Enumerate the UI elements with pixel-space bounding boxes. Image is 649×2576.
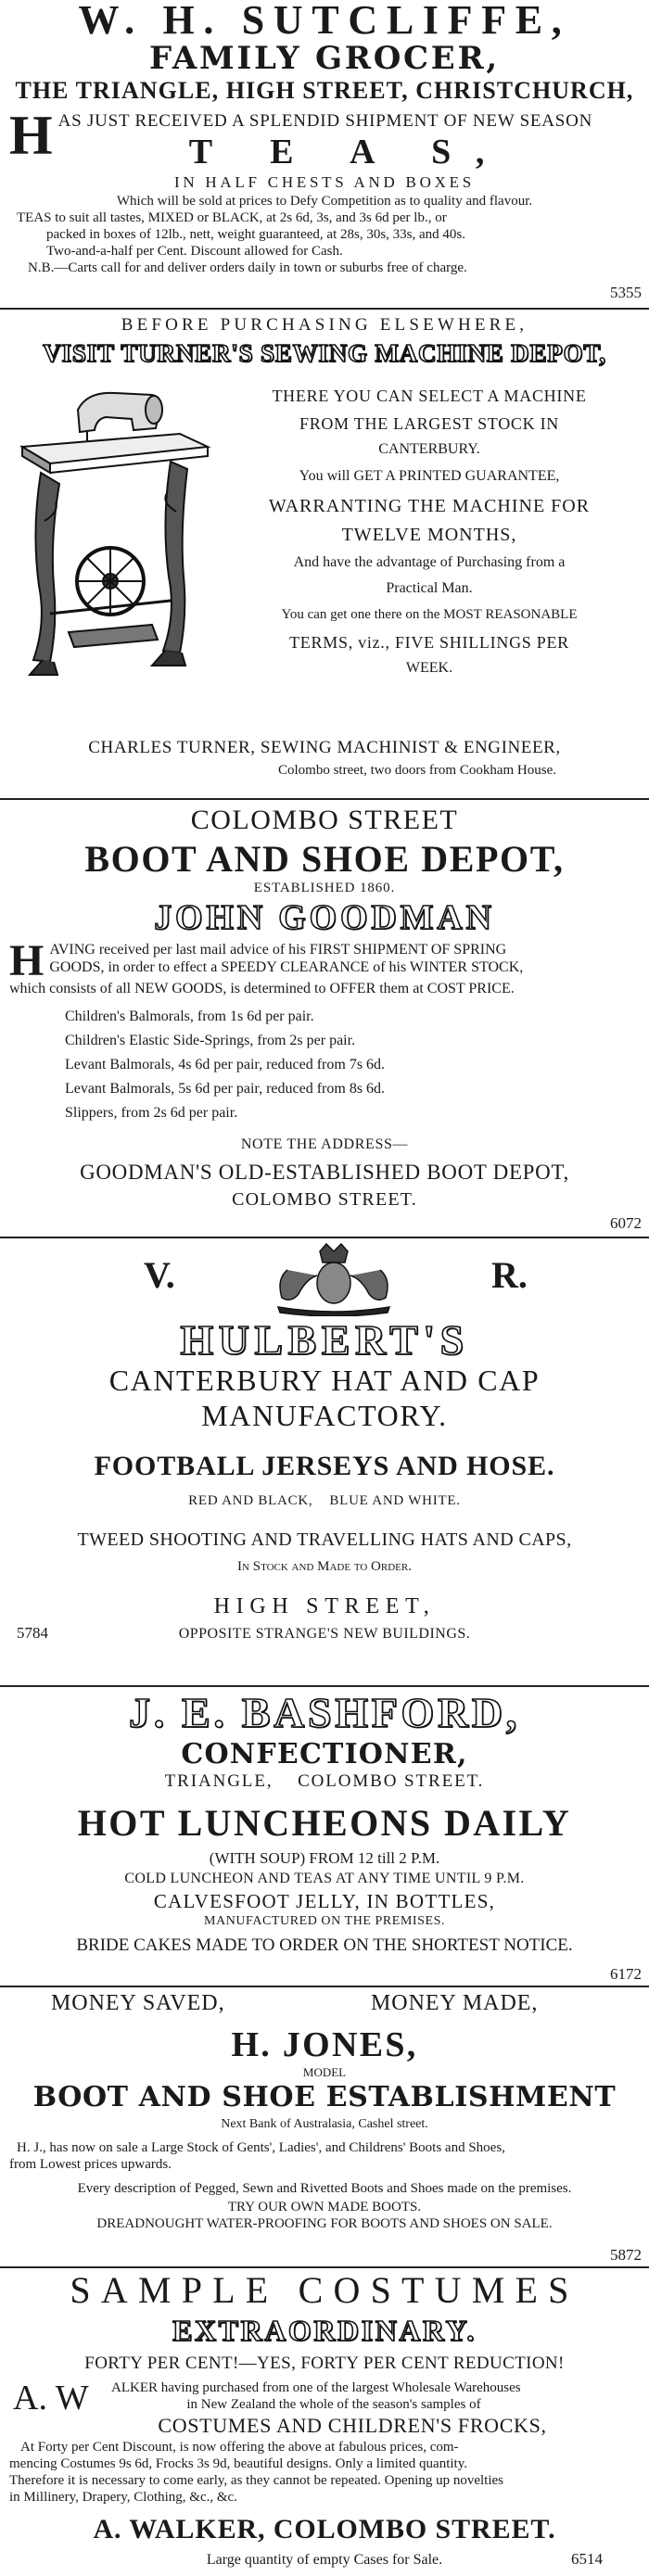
goodman-note: NOTE THE ADDRESS— <box>240 1136 409 1152</box>
goodman-established: ESTABLISHED 1860. <box>253 881 396 895</box>
walker-p3: COSTUMES AND CHILDREN'S FROCKS, <box>158 2414 547 2437</box>
bashford-ad <box>0 1687 649 1986</box>
walker-p6: Therefore it is necessary to come early, as they cannot be repeated. Opening up novelties <box>9 2473 503 2488</box>
hulbert-ad <box>0 1238 649 1685</box>
bashford-l3: CALVESFOOT JELLY, IN BOTTLES, <box>153 1890 496 1912</box>
crest-v: V. <box>144 1254 175 1296</box>
turner-l3: CANTERBURY. <box>378 441 480 457</box>
bashford-l4: MANUFACTURED ON THE PREMISES. <box>204 1914 445 1928</box>
turner-address: Colombo street, two doors from Cookham House. <box>278 763 556 778</box>
goodman-p3: which consists of all NEW GOODS, is determined to OFFER them at COST PRICE. <box>9 981 515 996</box>
jones-model: MODEL <box>302 2065 347 2079</box>
hulbert-l6: In Stock and Made to Order. <box>237 1559 412 1574</box>
goodman-item: Children's Elastic Side-Springs, from 2s per pair. <box>65 1033 356 1048</box>
goodman-owner: JOHN GOODMAN <box>154 898 495 937</box>
goodman-intro <box>9 936 640 997</box>
goodman-footer2: COLOMBO STREET. <box>232 1189 417 1210</box>
turner-body <box>215 382 643 680</box>
sutcliffe-line5: N.B.—Carts call for and deliver orders daily in town or suburbs free of charge. <box>28 260 467 275</box>
walker-cases: Large quantity of empty Cases for Sale. <box>206 2552 443 2568</box>
sutcliffe-trade: FAMILY GROCER, <box>149 40 500 77</box>
goodman-items <box>9 1005 640 1125</box>
jones-ad <box>0 1987 649 2266</box>
walker-ad <box>0 2268 649 2574</box>
hulbert-l3: FOOTBALL JERSEYS AND HOSE. <box>94 1451 555 1481</box>
royal-crest-icon <box>260 1242 408 1316</box>
goodman-footer: GOODMAN'S OLD-ESTABLISHED BOOT DEPOT, <box>80 1161 569 1184</box>
turner-l5: WARRANTING THE MACHINE FOR <box>268 496 591 516</box>
goodman-item: Levant Balmorals, 5s 6d per pair, reduced from 8s 6d. <box>65 1081 386 1097</box>
walker-ad-number: 6514 <box>571 2550 603 2568</box>
bashford-l5: BRIDE CAKES MADE TO ORDER ON THE SHORTEST NOTICE. <box>76 1935 573 1955</box>
walker-body <box>9 2379 640 2506</box>
hulbert-l1: CANTERBURY HAT AND CAP <box>108 1364 541 1397</box>
sutcliffe-line2: TEAS to suit all tastes, MIXED or BLACK, at 2s 6d, 3s, and 3s 6d per lb., or <box>17 210 447 225</box>
goodman-item: Slippers, from 2s 6d per pair. <box>65 1105 238 1121</box>
royal-crest-row <box>9 1238 640 1318</box>
hulbert-l4: RED AND BLACK, BLUE AND WHITE. <box>188 1493 461 1508</box>
walker-p4: At Forty per Cent Discount, is now offering the above at fabulous prices, com- <box>20 2440 459 2455</box>
sewing-machine-illustration <box>13 382 217 688</box>
sutcliffe-ad <box>0 0 649 308</box>
goodman-p1: AVING received per last mail advice of his FIRST SHIPMENT OF SPRING <box>49 942 507 958</box>
walker-l3: FORTY PER CENT!—YES, FORTY PER CENT REDUCTION! <box>84 2354 565 2373</box>
turner-l2: FROM THE LARGEST STOCK IN <box>299 414 560 433</box>
goodman-title: BOOT AND SHOE DEPOT, <box>84 838 565 880</box>
goodman-dropcap: H <box>9 936 45 985</box>
turner-l10: TERMS, viz., FIVE SHILLINGS PER <box>289 633 569 652</box>
bashford-l2: COLD LUNCHEON AND TEAS AT ANY TIME UNTIL 9 P.M. <box>124 1871 525 1886</box>
turner-l8: Practical Man. <box>386 580 473 596</box>
goodman-item: Levant Balmorals, 4s 6d per pair, reduced from 7s 6d. <box>65 1057 386 1072</box>
hulbert-l8: OPPOSITE STRANGE'S NEW BUILDINGS. <box>178 1626 471 1642</box>
jones-title: BOOT AND SHOE ESTABLISHMENT <box>32 2081 617 2113</box>
sutcliffe-address: THE TRIANGLE, HIGH STREET, CHRISTCHURCH, <box>15 77 634 104</box>
jones-tagline-right: MONEY MADE, <box>371 1991 539 2015</box>
jones-ad-number: 5872 <box>610 2246 642 2264</box>
jones-tagline-left: MONEY SAVED, <box>51 1991 225 2015</box>
sutcliffe-line4: Two-and-a-half per Cent. Discount allowed for Cash. <box>46 244 343 259</box>
sutcliffe-product: T E A S, <box>188 133 509 171</box>
walker-p5: mencing Costumes 9s 6d, Frocks 3s 9d, beautiful designs. Only a limited quantity. <box>9 2456 467 2471</box>
sutcliffe-line3: packed in boxes of 12lb., nett, weight guaranteed, at 28s, 30s, 33s, and 40s. <box>46 227 465 242</box>
jones-p1: H. J., has now on sale a Large Stock of Gents', Ladies', and Childrens' Boots and Shoes, <box>17 2140 505 2155</box>
turner-header: BEFORE PURCHASING ELSEWHERE, <box>121 315 528 335</box>
turner-l1: THERE YOU CAN SELECT A MACHINE <box>272 387 587 405</box>
sutcliffe-dropcap: H <box>9 105 53 166</box>
hulbert-l2: MANUFACTORY. <box>201 1399 448 1432</box>
walker-l1: SAMPLE COSTUMES <box>70 2269 579 2311</box>
turner-title: VISIT TURNER'S SEWING MACHINE DEPOT, <box>43 339 606 367</box>
turner-l6: TWELVE MONTHS, <box>341 525 517 545</box>
hulbert-ad-number: 5784 <box>17 1624 48 1642</box>
hulbert-name: HULBERT'S <box>180 1316 469 1364</box>
hulbert-bottom <box>9 1624 640 1646</box>
sutcliffe-intro: AS JUST RECEIVED A SPLENDID SHIPMENT OF NEW SEASON <box>57 111 593 131</box>
walker-bottom <box>9 2550 640 2572</box>
walker-p7: in Millinery, Drapery, Clothing, &c., &c. <box>9 2490 237 2505</box>
sutcliffe-packing: IN HALF CHESTS AND BOXES <box>173 173 475 191</box>
bashford-name: J. E. BASHFORD, <box>129 1689 520 1736</box>
sutcliffe-line1: Which will be sold at prices to Defy Competition as to quality and flavour. <box>116 194 533 209</box>
goodman-ad-number: 6072 <box>610 1214 642 1232</box>
jones-name: H. JONES, <box>231 2025 418 2064</box>
walker-prefix: A. W <box>13 2379 89 2417</box>
bashford-l1: (WITH SOUP) FROM 12 till 2 P.M. <box>209 1849 440 1867</box>
jones-p5: DREADNOUGHT WATER-PROOFING FOR BOOTS AND SHOES ON SALE. <box>96 2216 553 2231</box>
hulbert-l5: TWEED SHOOTING AND TRAVELLING HATS AND CAPS, <box>77 1529 572 1550</box>
turner-l7: And have the advantage of Purchasing from a <box>293 554 566 570</box>
sutcliffe-name: W. H. SUTCLIFFE, <box>78 0 571 43</box>
jones-p2: from Lowest prices upwards. <box>9 2157 172 2172</box>
walker-l2: EXTRAORDINARY. <box>172 2314 477 2347</box>
turner-l9: You can get one there on the MOST REASONABLE <box>281 607 578 622</box>
bashford-ad-number: 6172 <box>610 1965 642 1983</box>
goodman-item: Children's Balmorals, from 1s 6d per pair. <box>65 1009 314 1024</box>
walker-footer: A. WALKER, COLOMBO STREET. <box>93 2514 556 2544</box>
turner-l4: You will GET A PRINTED GUARANTEE, <box>299 468 560 484</box>
jones-tagline <box>9 1987 640 2024</box>
jones-p4: TRY OUR OWN MADE BOOTS. <box>227 2200 422 2214</box>
bashford-trade: CONFECTIONER, <box>181 1738 468 1770</box>
jones-p3: Every description of Pegged, Sewn and Rivetted Boots and Shoes made on the premises. <box>77 2181 572 2196</box>
turner-footer: CHARLES TURNER, SEWING MACHINIST & ENGINEER, <box>88 738 561 757</box>
turner-l11: WEEK. <box>405 660 453 676</box>
goodman-street: COLOMBO STREET <box>190 805 459 835</box>
hulbert-l7: HIGH STREET, <box>213 1594 436 1618</box>
sutcliffe-ad-number: 5355 <box>610 284 642 301</box>
goodman-p2: GOODS, in order to effect a SPEEDY CLEARANCE of his WINTER STOCK, <box>49 959 524 975</box>
turner-ad <box>0 310 649 798</box>
walker-p1: ALKER having purchased from one of the largest Wholesale Warehouses <box>111 2380 521 2395</box>
jones-next: Next Bank of Australasia, Cashel street. <box>221 2117 428 2131</box>
crest-r: R. <box>491 1254 528 1296</box>
walker-p2: in New Zealand the whole of the season's samples of <box>186 2397 481 2412</box>
bashford-headline: HOT LUNCHEONS DAILY <box>77 1802 572 1844</box>
sutcliffe-intro-block <box>9 105 640 172</box>
bashford-address: TRIANGLE, COLOMBO STREET. <box>164 1771 485 1791</box>
goodman-ad <box>0 800 649 1237</box>
